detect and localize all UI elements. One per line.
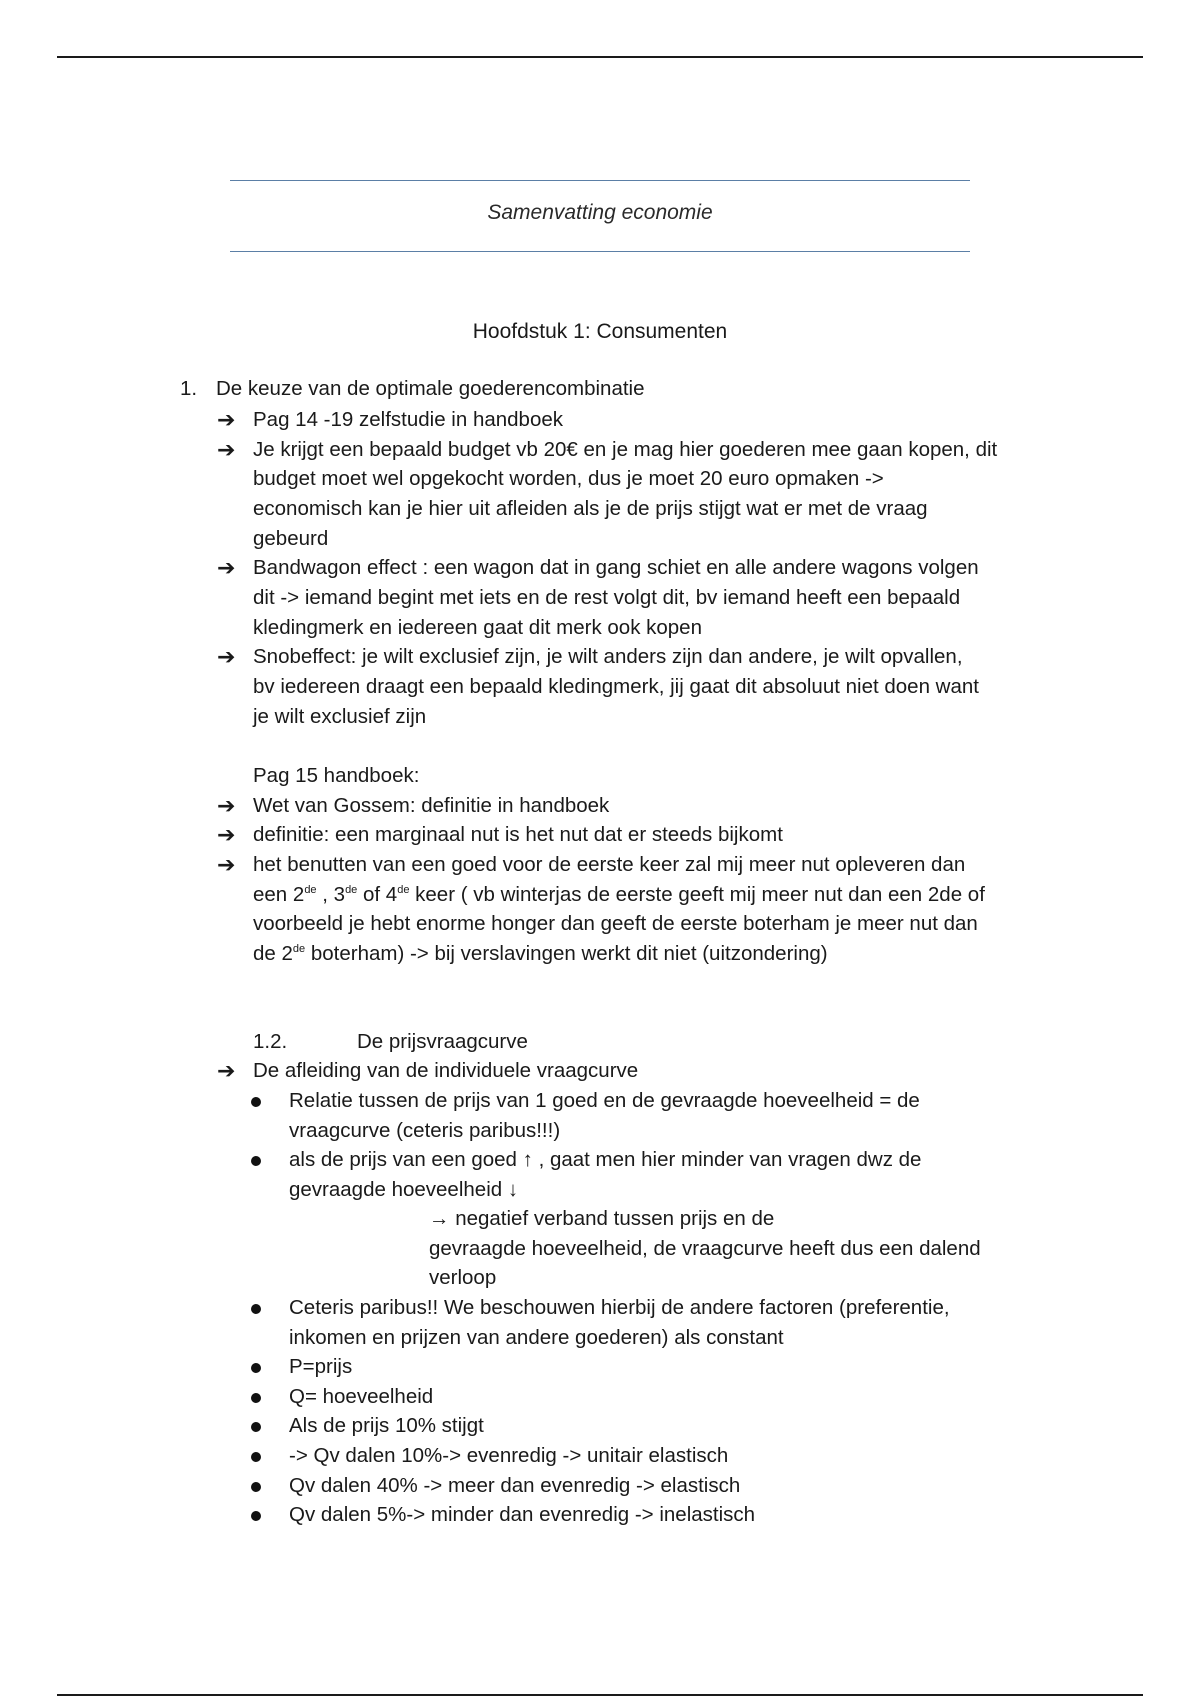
bullet-dot-icon [251,1482,261,1492]
arrow-bullet-icon: ➔ [217,555,236,580]
list-item-continued: dit -> iemand begint met iets en de rest volgt dit, bv iemand heeft een bepaald [253,586,961,609]
list-item-continued: economisch kan je hier uit afleiden als je de prijs stijgt wat er met de vraag [253,497,928,520]
list-item: Bandwagon effect : een wagon dat in gang schiet en alle andere wagons volgen [253,556,979,579]
bullet-item: Ceteris paribus!! We beschouwen hierbij de andere factoren (preferentie, [289,1296,950,1319]
bullet-dot-icon [251,1452,261,1462]
bullet-item: P=prijs [289,1355,353,1378]
bullet-item-continued: inkomen en prijzen van andere goederen) als constant [289,1326,784,1349]
arrow-bullet-icon: ➔ [217,407,236,432]
bullet-item: -> Qv dalen 10%-> evenredig -> unitair elastisch [289,1444,729,1467]
list-item: Pag 14 -19 zelfstudie in handboek [253,408,564,431]
list-item-continued: de 2de boterham) -> bij verslavingen werkt dit niet (uitzondering) [253,942,828,965]
arrow-bullet-icon: ➔ [217,852,236,877]
bullet-dot-icon [251,1511,261,1521]
bullet-item: Qv dalen 40% -> meer dan evenredig -> elastisch [289,1474,741,1497]
bullet-item: Qv dalen 5%-> minder dan evenredig -> inelastisch [289,1503,756,1526]
document-title: Samenvatting economie [487,201,713,224]
list-item: Wet van Gossem: definitie in handboek [253,794,610,817]
arrow-bullet-icon: ➔ [217,437,236,462]
list-item-continued: gebeurd [253,527,329,550]
bullet-item: Als de prijs 10% stijgt [289,1414,484,1437]
indented-note: → negatief verband tussen prijs en de [429,1207,775,1230]
bullet-dot-icon [251,1304,261,1314]
bullet-item: Q= hoeveelheid [289,1385,434,1408]
bullet-dot-icon [251,1393,261,1403]
chapter-heading: Hoofdstuk 1: Consumenten [472,320,728,343]
list-item-continued: voorbeeld je hebt enorme honger dan geeft de eerste boterham je meer nut dan [253,912,978,935]
list-item-continued: kledingmerk en iedereen gaat dit merk ook kopen [253,616,702,639]
bullet-item: Relatie tussen de prijs van 1 goed en de gevraagde hoeveelheid = de [289,1089,920,1112]
bullet-item-continued: vraagcurve (ceteris paribus!!!) [289,1119,561,1142]
bullet-item: als de prijs van een goed ↑ , gaat men hier minder van vragen dwz de [289,1148,922,1171]
list-item: het benutten van een goed voor de eerste keer zal mij meer nut opleveren dan [253,853,966,876]
arrow-bullet-icon: ➔ [217,644,236,669]
list-item-continued: bv iedereen draagt een bepaald kledingmerk, jij gaat dit absoluut niet doen want [253,675,979,698]
list-item: definitie: een marginaal nut is het nut dat er steeds bijkomt [253,823,783,846]
subsection-heading: De prijsvraagcurve [357,1030,528,1053]
arrow-bullet-icon: ➔ [217,822,236,847]
bullet-item-continued: gevraagde hoeveelheid ↓ [289,1178,519,1201]
list-item-continued: budget moet wel opgekocht worden, dus je moet 20 euro opmaken -> [253,467,884,490]
section-number: 1. [180,377,198,400]
bullet-dot-icon [251,1363,261,1373]
bullet-dot-icon [251,1422,261,1432]
page-top-rule [57,56,1143,58]
subsection-number: 1.2. [253,1030,288,1053]
page-bottom-rule [57,1694,1143,1696]
list-item-continued: een 2de , 3de of 4de keer ( vb winterjas de eerste geeft mij meer nut dan een 2de of [253,883,985,906]
list-item: Snobeffect: je wilt exclusief zijn, je wilt anders zijn dan andere, je wilt opvallen, [253,645,963,668]
title-rule-top [230,180,970,181]
list-item: Je krijgt een bepaald budget vb 20€ en je mag hier goederen mee gaan kopen, dit [253,438,998,461]
arrow-bullet-icon: ➔ [217,793,236,818]
bullet-dot-icon [251,1097,261,1107]
indented-note: verloop [429,1266,497,1289]
page-note: Pag 15 handboek: [253,764,420,787]
bullet-dot-icon [251,1156,261,1166]
list-item: De afleiding van de individuele vraagcurve [253,1059,639,1082]
indented-note: gevraagde hoeveelheid, de vraagcurve heeft dus een dalend [429,1237,981,1260]
list-item-continued: je wilt exclusief zijn [253,705,427,728]
arrow-bullet-icon: ➔ [217,1058,236,1083]
section-heading: De keuze van de optimale goederencombinatie [216,377,645,400]
title-rule-bottom [230,251,970,252]
